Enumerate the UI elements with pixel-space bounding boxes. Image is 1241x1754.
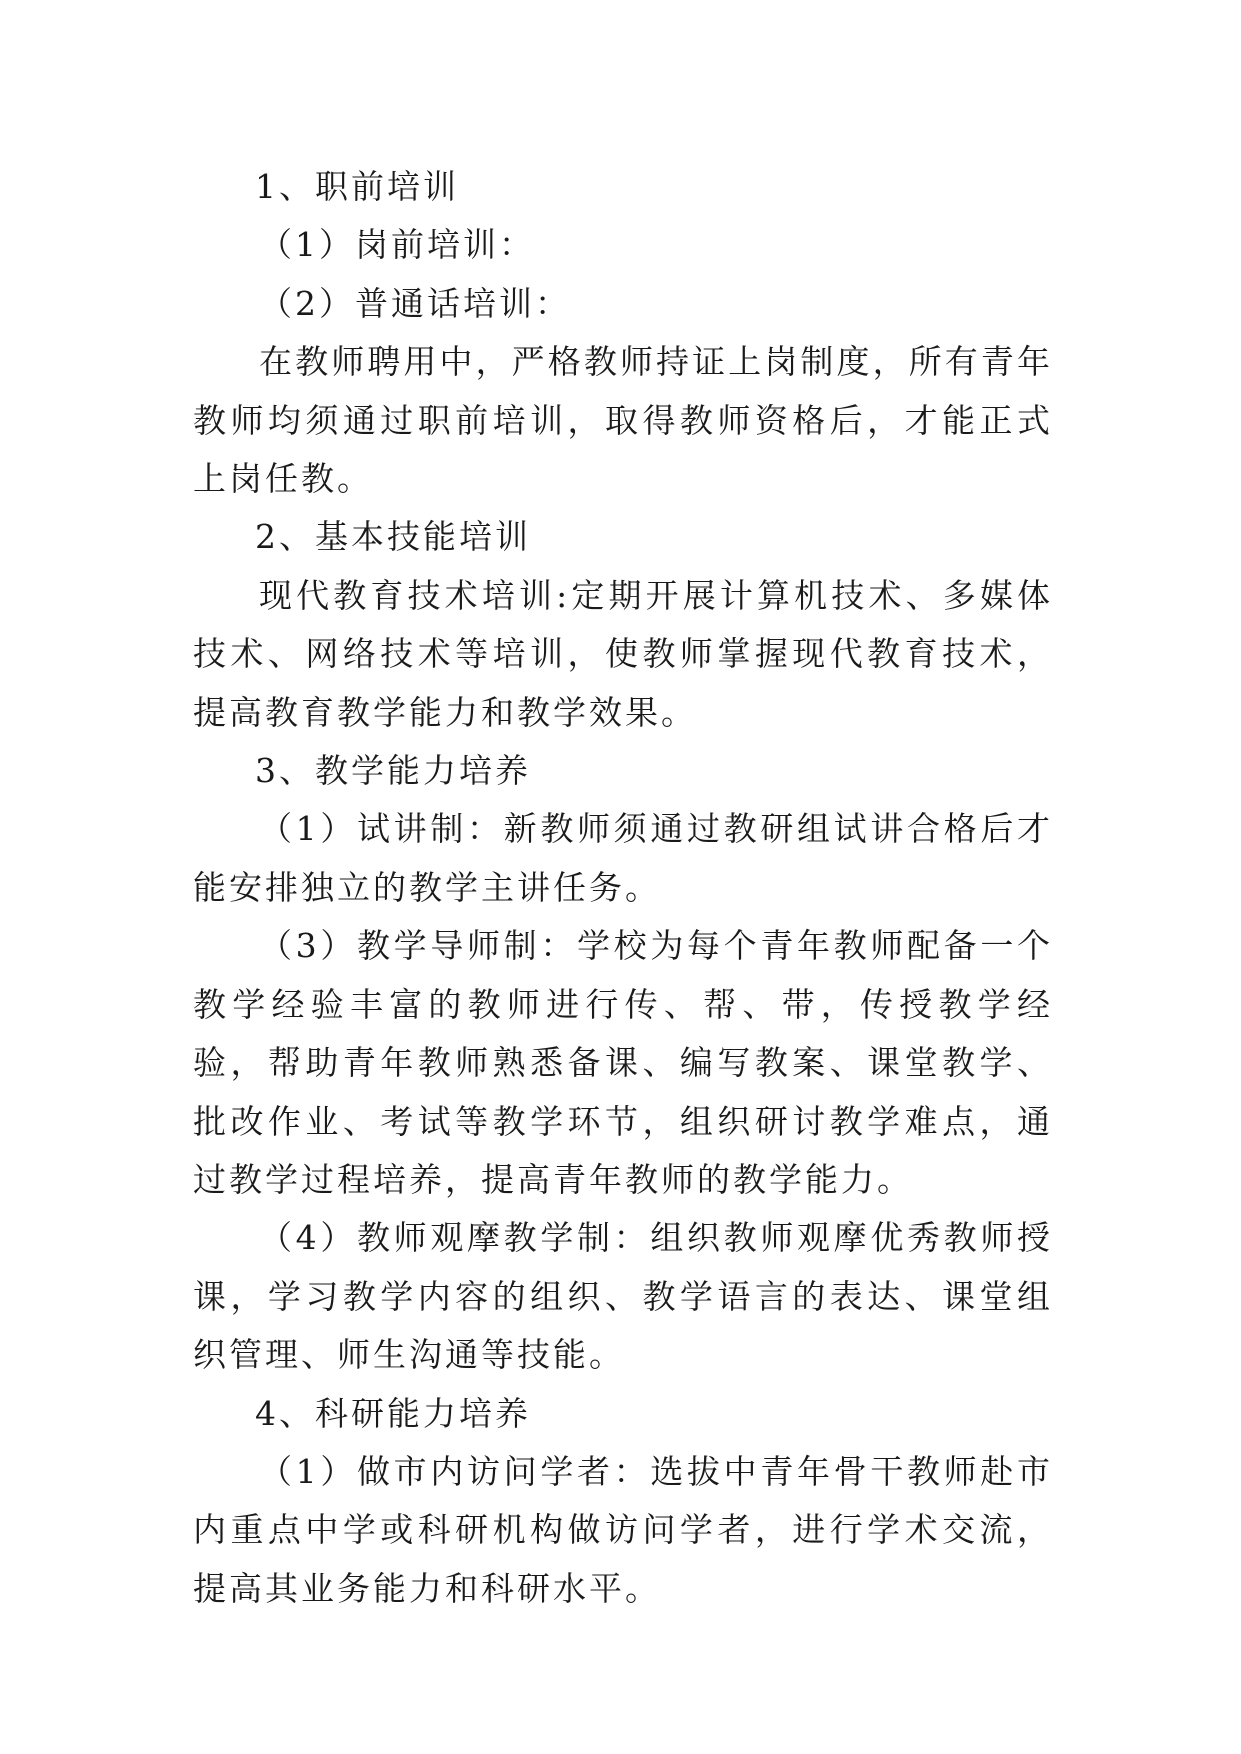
section-heading-pre-service-training: 1、职前培训 [255,167,459,206]
section-heading-teaching-ability: 3、教学能力培养 [255,751,531,791]
paragraph-trial-lecture: （1）试讲制：新教师须通过教研组试讲合格后才能安排独立的教学主讲任务。 [193,809,1053,907]
section-heading-basic-skills: 2、基本技能培训 [255,517,531,557]
subsection-pre-job-training: （1）岗前培训： [259,225,535,265]
paragraph-visiting-scholar: （1）做市内访问学者：选拔中青年骨干教师赴市内重点中学或科研机构做访问学者，进行学术交流，提高其业务能力和科研水平。 [193,1451,1053,1608]
paragraph-modern-tech-training: 现代教育技术培训:定期开展计算机技术、多媒体技术、网络技术等培训，使教师掌握现代教育技术，提高教育教学能力和教学效果。 [193,575,1053,732]
paragraph-observation-teaching: （4）教师观摩教学制：组织教师观摩优秀教师授课，学习教学内容的组织、教学语言的表达、课堂组织管理、师生沟通等技能。 [193,1218,1053,1375]
paragraph-mentor-system: （3）教学导师制：学校为每个青年教师配备一个教学经验丰富的教师进行传、帮、带，传授教学经验，帮助青年教师熟悉备课、编写教案、课堂教学、批改作业、考试等教学环节，组织研讨教学难点，通过教学过程培养，提高青年教师的教学能力。 [193,926,1053,1199]
subsection-mandarin-training: （2）普通话培训： [259,283,571,323]
section-heading-research-ability: 4、科研能力培养 [255,1393,531,1433]
paragraph-certification-policy: 在教师聘用中，严格教师持证上岗制度，所有青年教师均须通过职前培训，取得教师资格后，才能正式上岗任教。 [193,342,1053,499]
document-body [193,158,1053,1618]
